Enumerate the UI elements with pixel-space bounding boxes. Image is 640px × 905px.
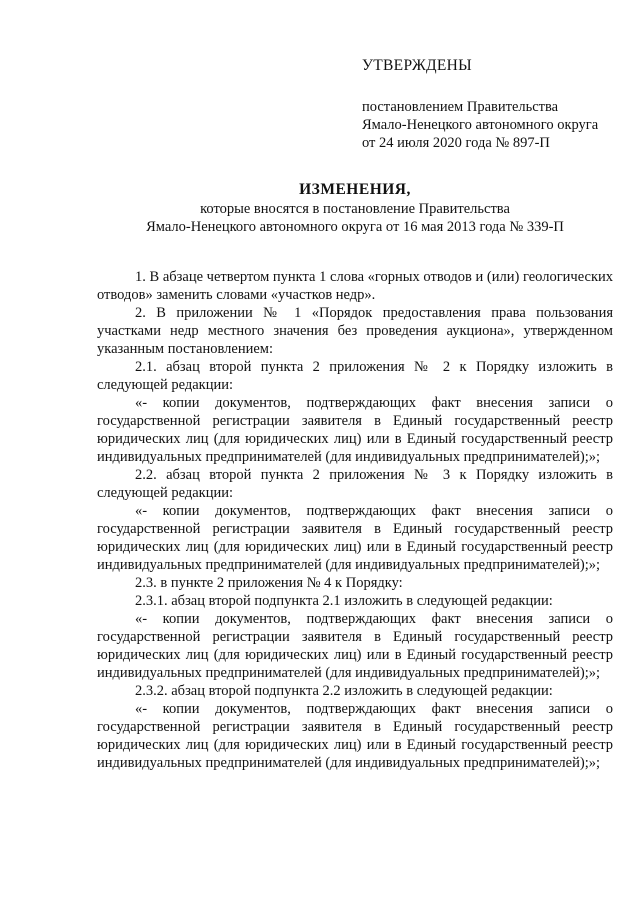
paragraph: 2.3.1. абзац второй подпункта 2.1 изложить в следующей редакции: [135, 593, 553, 609]
paragraph: 2.2. абзац второй пункта 2 приложения № 3 к Порядку изложить в следующей редакции: [97, 467, 613, 501]
approval-line: Ямало-Ненецкого автономного округа [362, 117, 599, 133]
approval-block [362, 56, 622, 152]
paragraph: 2.1. абзац второй пункта 2 приложения № 2 к Порядку изложить в следующей редакции: [97, 359, 613, 393]
document-subtitle-line: Ямало-Ненецкого автономного округа от 16 мая 2013 года № 339-П [146, 219, 564, 235]
paragraph: 2.3.2. абзац второй подпункта 2.2 изложить в следующей редакции: [135, 683, 553, 699]
paragraph: «- копии документов, подтверждающих факт внесения записи о государственной регистрации заявителя в Единый государственный реестр юридических лиц (для юридических лиц) или в Единый государственный реестр индивидуальных предпринимателей (для индивидуальных предпринимателей);»; [97, 503, 613, 573]
approval-line: от 24 июля 2020 года № 897-П [362, 135, 550, 151]
paragraph: «- копии документов, подтверждающих факт внесения записи о государственной регистрации заявителя в Единый государственный реестр юридических лиц (для юридических лиц) или в Единый государственный реестр индивидуальных предпринимателей (для индивидуальных предпринимателей);»; [97, 701, 613, 771]
approval-stamp: УТВЕРЖДЕНЫ [362, 57, 472, 74]
document-heading [97, 180, 613, 236]
paragraph: 2. В приложении № 1 «Порядок предоставления права пользования участками недр местного значения без проведения аукциона», утвержденном указанным постановлением: [97, 305, 613, 357]
document-body [97, 268, 613, 772]
paragraph: 1. В абзаце четвертом пункта 1 слова «горных отводов и (или) геологических отводов» заменить словами «участков недр». [97, 269, 613, 303]
document-subtitle-line: которые вносятся в постановление Правительства [200, 201, 510, 217]
document-title: ИЗМЕНЕНИЯ, [299, 181, 411, 198]
approval-line: постановлением Правительства [362, 99, 559, 115]
paragraph: «- копии документов, подтверждающих факт внесения записи о государственной регистрации заявителя в Единый государственный реестр юридических лиц (для юридических лиц) или в Единый государственный реестр индивидуальных предпринимателей (для индивидуальных предпринимателей);»; [97, 395, 613, 465]
paragraph: 2.3. в пункте 2 приложения № 4 к Порядку: [135, 575, 403, 591]
paragraph: «- копии документов, подтверждающих факт внесения записи о государственной регистрации заявителя в Единый государственный реестр юридических лиц (для юридических лиц) или в Единый государственный реестр индивидуальных предпринимателей (для индивидуальных предпринимателей);»; [97, 611, 613, 681]
